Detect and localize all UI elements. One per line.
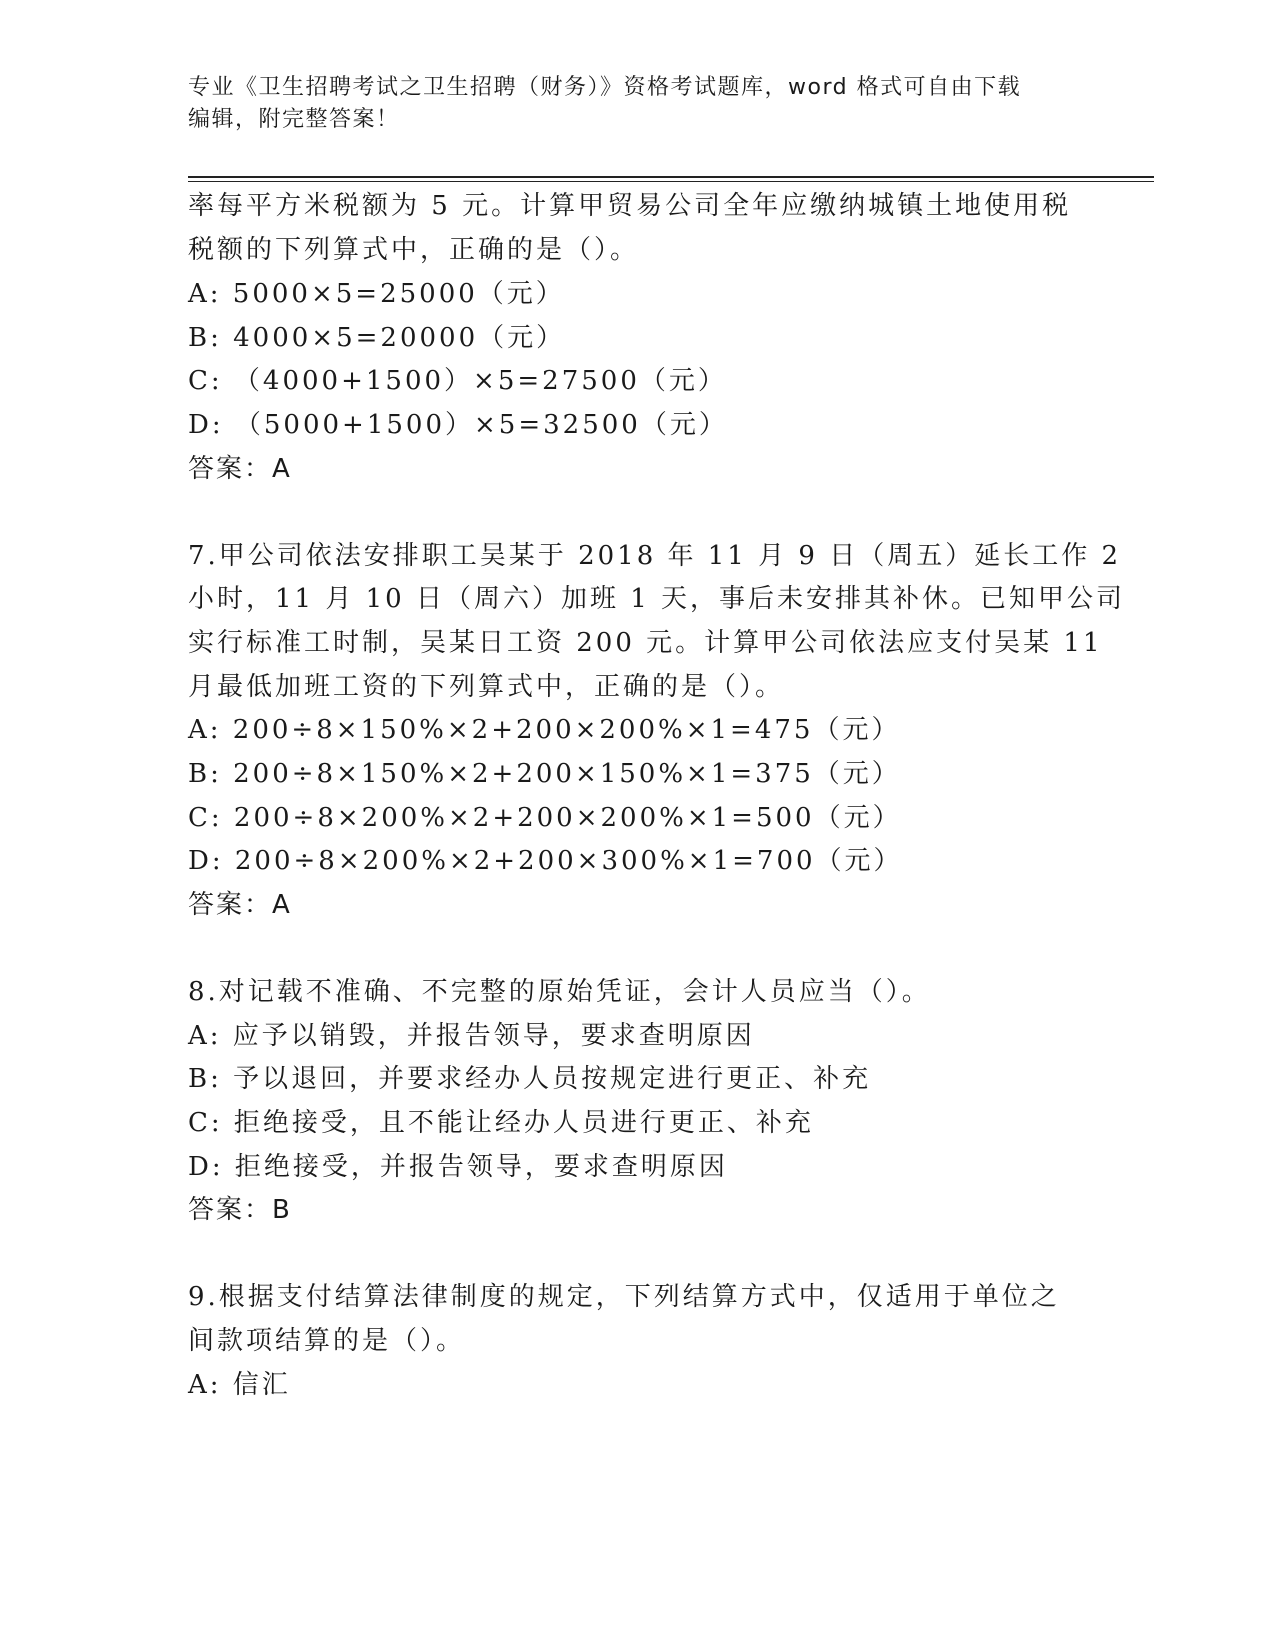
question-9-option-a: A: 信汇 [188,1370,291,1400]
question-7-stem-line-4: 月最低加班工资的下列算式中，正确的是（）。 [188,672,785,702]
question-6-option-a: A: 5000×5=25000（元） [188,279,565,309]
header-title-line-2: 编辑，附完整答案！ [188,107,400,132]
question-7-answer: 答案：A [188,890,292,920]
header-title-line-1: 专业《卫生招聘考试之卫生招聘（财务）》资格考试题库，word 格式可自由下载 [188,75,1022,100]
question-8-option-b: B: 予以退回，并要求经办人员按规定进行更正、补充 [188,1064,872,1094]
question-8-stem-line-1: 8.对记载不准确、不完整的原始凭证，会计人员应当（）。 [188,977,931,1007]
question-6-option-b: B: 4000×5=20000（元） [188,323,566,353]
question-7-option-c: C: 200÷8×200%×2+200×200%×1=500（元） [188,803,902,833]
question-7-option-d: D: 200÷8×200%×2+200×300%×1=700（元） [188,846,903,876]
question-9-stem-line-2: 间款项结算的是（）。 [188,1326,466,1356]
header-divider-thin [188,181,1154,182]
question-7-stem-line-1: 7.甲公司依法安排职工吴某于 2018 年 11 月 9 日（周五）延长工作 2 [188,541,1121,571]
question-6-option-c: C: （4000+1500）×5=27500（元） [188,366,727,396]
question-9-stem-line-1: 9.根据支付结算法律制度的规定，下列结算方式中，仅适用于单位之 [188,1282,1060,1312]
question-7-stem-line-2: 小时，11 月 10 日（周六）加班 1 天，事后未安排其补休。已知甲公司 [188,584,1126,614]
question-6-stem-line-1: 率每平方米税额为 5 元。计算甲贸易公司全年应缴纳城镇土地使用税 [188,191,1072,221]
question-8-option-c: C: 拒绝接受，且不能让经办人员进行更正、补充 [188,1108,814,1138]
question-7-option-a: A: 200÷8×150%×2+200×200%×1=475（元） [188,715,901,745]
question-7-option-b: B: 200÷8×150%×2+200×150%×1=375（元） [188,759,901,789]
question-6-answer: 答案：A [188,454,292,484]
question-7-stem-line-3: 实行标准工时制，吴某日工资 200 元。计算甲公司依法应支付吴某 11 [188,628,1103,658]
question-8-option-d: D: 拒绝接受，并报告领导，要求查明原因 [188,1152,728,1182]
question-6-stem-line-2: 税额的下列算式中，正确的是（）。 [188,235,640,265]
header-divider [188,176,1154,178]
document-header [188,72,1088,136]
question-8-answer: 答案：B [188,1195,292,1225]
question-6-option-d: D: （5000+1500）×5=32500（元） [188,410,728,440]
question-8-option-a: A: 应予以销毁，并报告领导，要求查明原因 [188,1021,755,1051]
